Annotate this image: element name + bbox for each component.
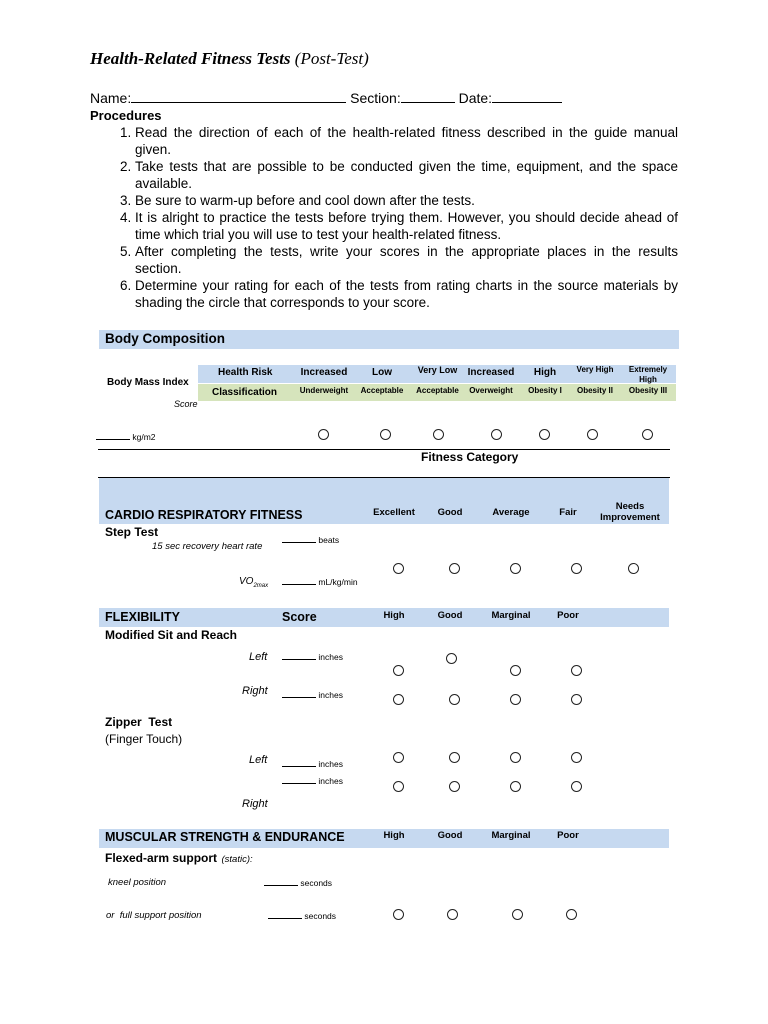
col-marginal: Marginal	[491, 830, 531, 841]
class-obesity-3: Obesity III	[628, 386, 668, 395]
bmi-rating-circle[interactable]	[587, 429, 598, 440]
right-label: Right	[242, 798, 268, 810]
flexibility-heading: FLEXIBILITY	[105, 610, 180, 624]
bmi-unit: kg/m2	[132, 432, 156, 442]
body-composition-heading: Body Composition	[105, 331, 225, 346]
col-needs-improvement: Needs Improvement	[600, 501, 660, 523]
score-label: Score	[174, 399, 198, 409]
flex-rating-circle[interactable]	[510, 665, 521, 676]
recovery-hr-label: 15 sec recovery heart rate	[152, 541, 263, 552]
title-sub: (Post-Test)	[294, 49, 369, 68]
classification-label: Classification	[212, 387, 278, 398]
procedures-list	[90, 124, 678, 311]
procedure-step: 1. Read the direction of each of the health-related fitness described in the guide manual given.	[135, 124, 678, 158]
title-main: Health-Related Fitness Tests	[90, 49, 291, 68]
sit-reach-right-field[interactable]	[282, 690, 343, 700]
bmi-rating-circle[interactable]	[491, 429, 502, 440]
risk-very-high: Very High	[576, 365, 614, 374]
risk-high: High	[533, 367, 557, 378]
zipper-rating-circle[interactable]	[571, 752, 582, 763]
zipper-left-field[interactable]	[282, 759, 343, 769]
zipper-rating-circle[interactable]	[510, 752, 521, 763]
fitness-category-heading: Fitness Category	[421, 450, 519, 464]
zipper-rating-circle[interactable]	[393, 781, 404, 792]
bmi-rating-circle[interactable]	[433, 429, 444, 440]
kneel-position-label: kneel position	[108, 877, 167, 888]
bmi-score-field[interactable]	[96, 432, 156, 442]
inches-unit: inches	[318, 776, 343, 786]
cardio-rating-circle[interactable]	[449, 563, 460, 574]
procedure-step: 2. Take tests that are possible to be conducted given the time, equipment, and the space available.	[135, 158, 678, 192]
divider	[98, 449, 670, 450]
risk-extremely-high: Extremely High	[628, 365, 668, 384]
beats-unit: beats	[318, 535, 340, 545]
inches-unit: inches	[318, 690, 343, 700]
procedure-step: 3. Be sure to warm-up before and cool down after the tests.	[135, 192, 678, 209]
vo2-unit: mL/kg/min	[318, 577, 358, 587]
seconds-unit: seconds	[304, 911, 337, 921]
col-good: Good	[437, 610, 463, 621]
class-acceptable-2: Acceptable	[416, 386, 459, 395]
cardio-rating-circle[interactable]	[571, 563, 582, 574]
sit-reach-label: Modified Sit and Reach	[105, 628, 238, 642]
vo2-text: VO	[239, 576, 254, 587]
col-high: High	[383, 610, 405, 621]
bmi-rating-circle[interactable]	[380, 429, 391, 440]
flex-rating-circle[interactable]	[446, 653, 457, 664]
flex-rating-circle[interactable]	[449, 694, 460, 705]
risk-very-low: Very Low	[417, 365, 458, 375]
class-overweight: Overweight	[469, 386, 513, 395]
vo2-sub: 2max	[253, 583, 269, 589]
col-high: High	[383, 830, 405, 841]
cardio-rating-circle[interactable]	[393, 563, 404, 574]
bmi-rating-circle[interactable]	[539, 429, 550, 440]
risk-increased: Increased	[300, 367, 348, 378]
zipper-rating-circle[interactable]	[449, 752, 460, 763]
class-acceptable: Acceptable	[360, 386, 404, 395]
sit-reach-left-field[interactable]	[282, 652, 343, 662]
procedure-step: 5. After completing the tests, write your scores in the appropriate places in the results section.	[135, 243, 678, 277]
flexed-arm-name: Flexed-arm support	[105, 851, 218, 865]
zipper-right-field[interactable]	[282, 776, 343, 786]
class-underweight: Underweight	[299, 386, 349, 395]
flexed-arm-note: (static):	[221, 854, 253, 865]
col-average: Average	[492, 507, 530, 518]
col-poor: Poor	[557, 830, 579, 841]
risk-increased-2: Increased	[467, 367, 515, 378]
col-poor: Poor	[557, 610, 579, 621]
kneel-seconds-field[interactable]	[264, 878, 332, 888]
section-field[interactable]	[401, 102, 455, 103]
inches-unit: inches	[318, 652, 343, 662]
muscular-rating-circle[interactable]	[393, 909, 404, 920]
class-obesity-1: Obesity I	[528, 386, 562, 395]
flex-rating-circle[interactable]	[571, 665, 582, 676]
procedure-step: 4. It is alright to practice the tests before trying them. However, you should decide ahead of time which trial you will use to test your health-related fitness.	[135, 209, 678, 243]
zipper-rating-circle[interactable]	[510, 781, 521, 792]
vo2-field[interactable]	[282, 577, 358, 587]
zipper-sub-label: (Finger Touch)	[105, 732, 183, 746]
flex-rating-circle[interactable]	[571, 694, 582, 705]
muscular-rating-circle[interactable]	[566, 909, 577, 920]
risk-low: Low	[372, 367, 392, 378]
flex-rating-circle[interactable]	[510, 694, 521, 705]
date-field[interactable]	[492, 102, 562, 103]
col-good: Good	[437, 507, 463, 518]
step-test-label: Step Test	[105, 525, 159, 539]
col-fair: Fair	[559, 507, 577, 518]
muscular-heading: MUSCULAR STRENGTH & ENDURANCE	[105, 830, 345, 844]
page-title	[90, 49, 369, 69]
flex-rating-circle[interactable]	[393, 665, 404, 676]
bmi-rating-circle[interactable]	[642, 429, 653, 440]
class-obesity-2: Obesity II	[576, 386, 613, 395]
left-label: Left	[249, 754, 268, 766]
col-excellent: Excellent	[373, 507, 415, 518]
zipper-rating-circle[interactable]	[449, 781, 460, 792]
bmi-label: Body Mass Index	[107, 377, 189, 388]
name-field[interactable]	[131, 102, 346, 103]
name-label: Name:	[90, 90, 132, 106]
col-good: Good	[437, 830, 463, 841]
date-label: Date:	[458, 90, 493, 106]
col-marginal: Marginal	[491, 610, 531, 621]
zipper-test-label: Zipper Test	[105, 715, 173, 729]
zipper-rating-circle[interactable]	[571, 781, 582, 792]
vo2-label	[239, 576, 268, 589]
flexibility-score-label: Score	[282, 610, 317, 624]
seconds-unit: seconds	[300, 878, 333, 888]
muscular-rating-circle[interactable]	[512, 909, 523, 920]
recovery-hr-field[interactable]	[282, 535, 339, 545]
procedure-step: 6. Determine your rating for each of the tests from rating charts in the source materials by shading the circle that corresponds to your score.	[135, 277, 678, 311]
section-label: Section:	[350, 90, 401, 106]
right-label: Right	[242, 685, 268, 697]
zipper-rating-circle[interactable]	[393, 752, 404, 763]
muscular-rating-circle[interactable]	[447, 909, 458, 920]
full-support-label: or full support position	[106, 910, 202, 921]
health-risk-label: Health Risk	[218, 367, 273, 378]
student-info-line	[90, 90, 562, 106]
full-seconds-field[interactable]	[268, 911, 336, 921]
flexed-arm-label	[105, 849, 253, 867]
left-label: Left	[249, 651, 268, 663]
cardio-rating-circle[interactable]	[628, 563, 639, 574]
bmi-rating-circle[interactable]	[318, 429, 329, 440]
flex-rating-circle[interactable]	[393, 694, 404, 705]
procedures-heading: Procedures	[90, 108, 162, 123]
cardio-heading: CARDIO RESPIRATORY FITNESS	[105, 508, 303, 522]
inches-unit: inches	[318, 759, 343, 769]
cardio-rating-circle[interactable]	[510, 563, 521, 574]
